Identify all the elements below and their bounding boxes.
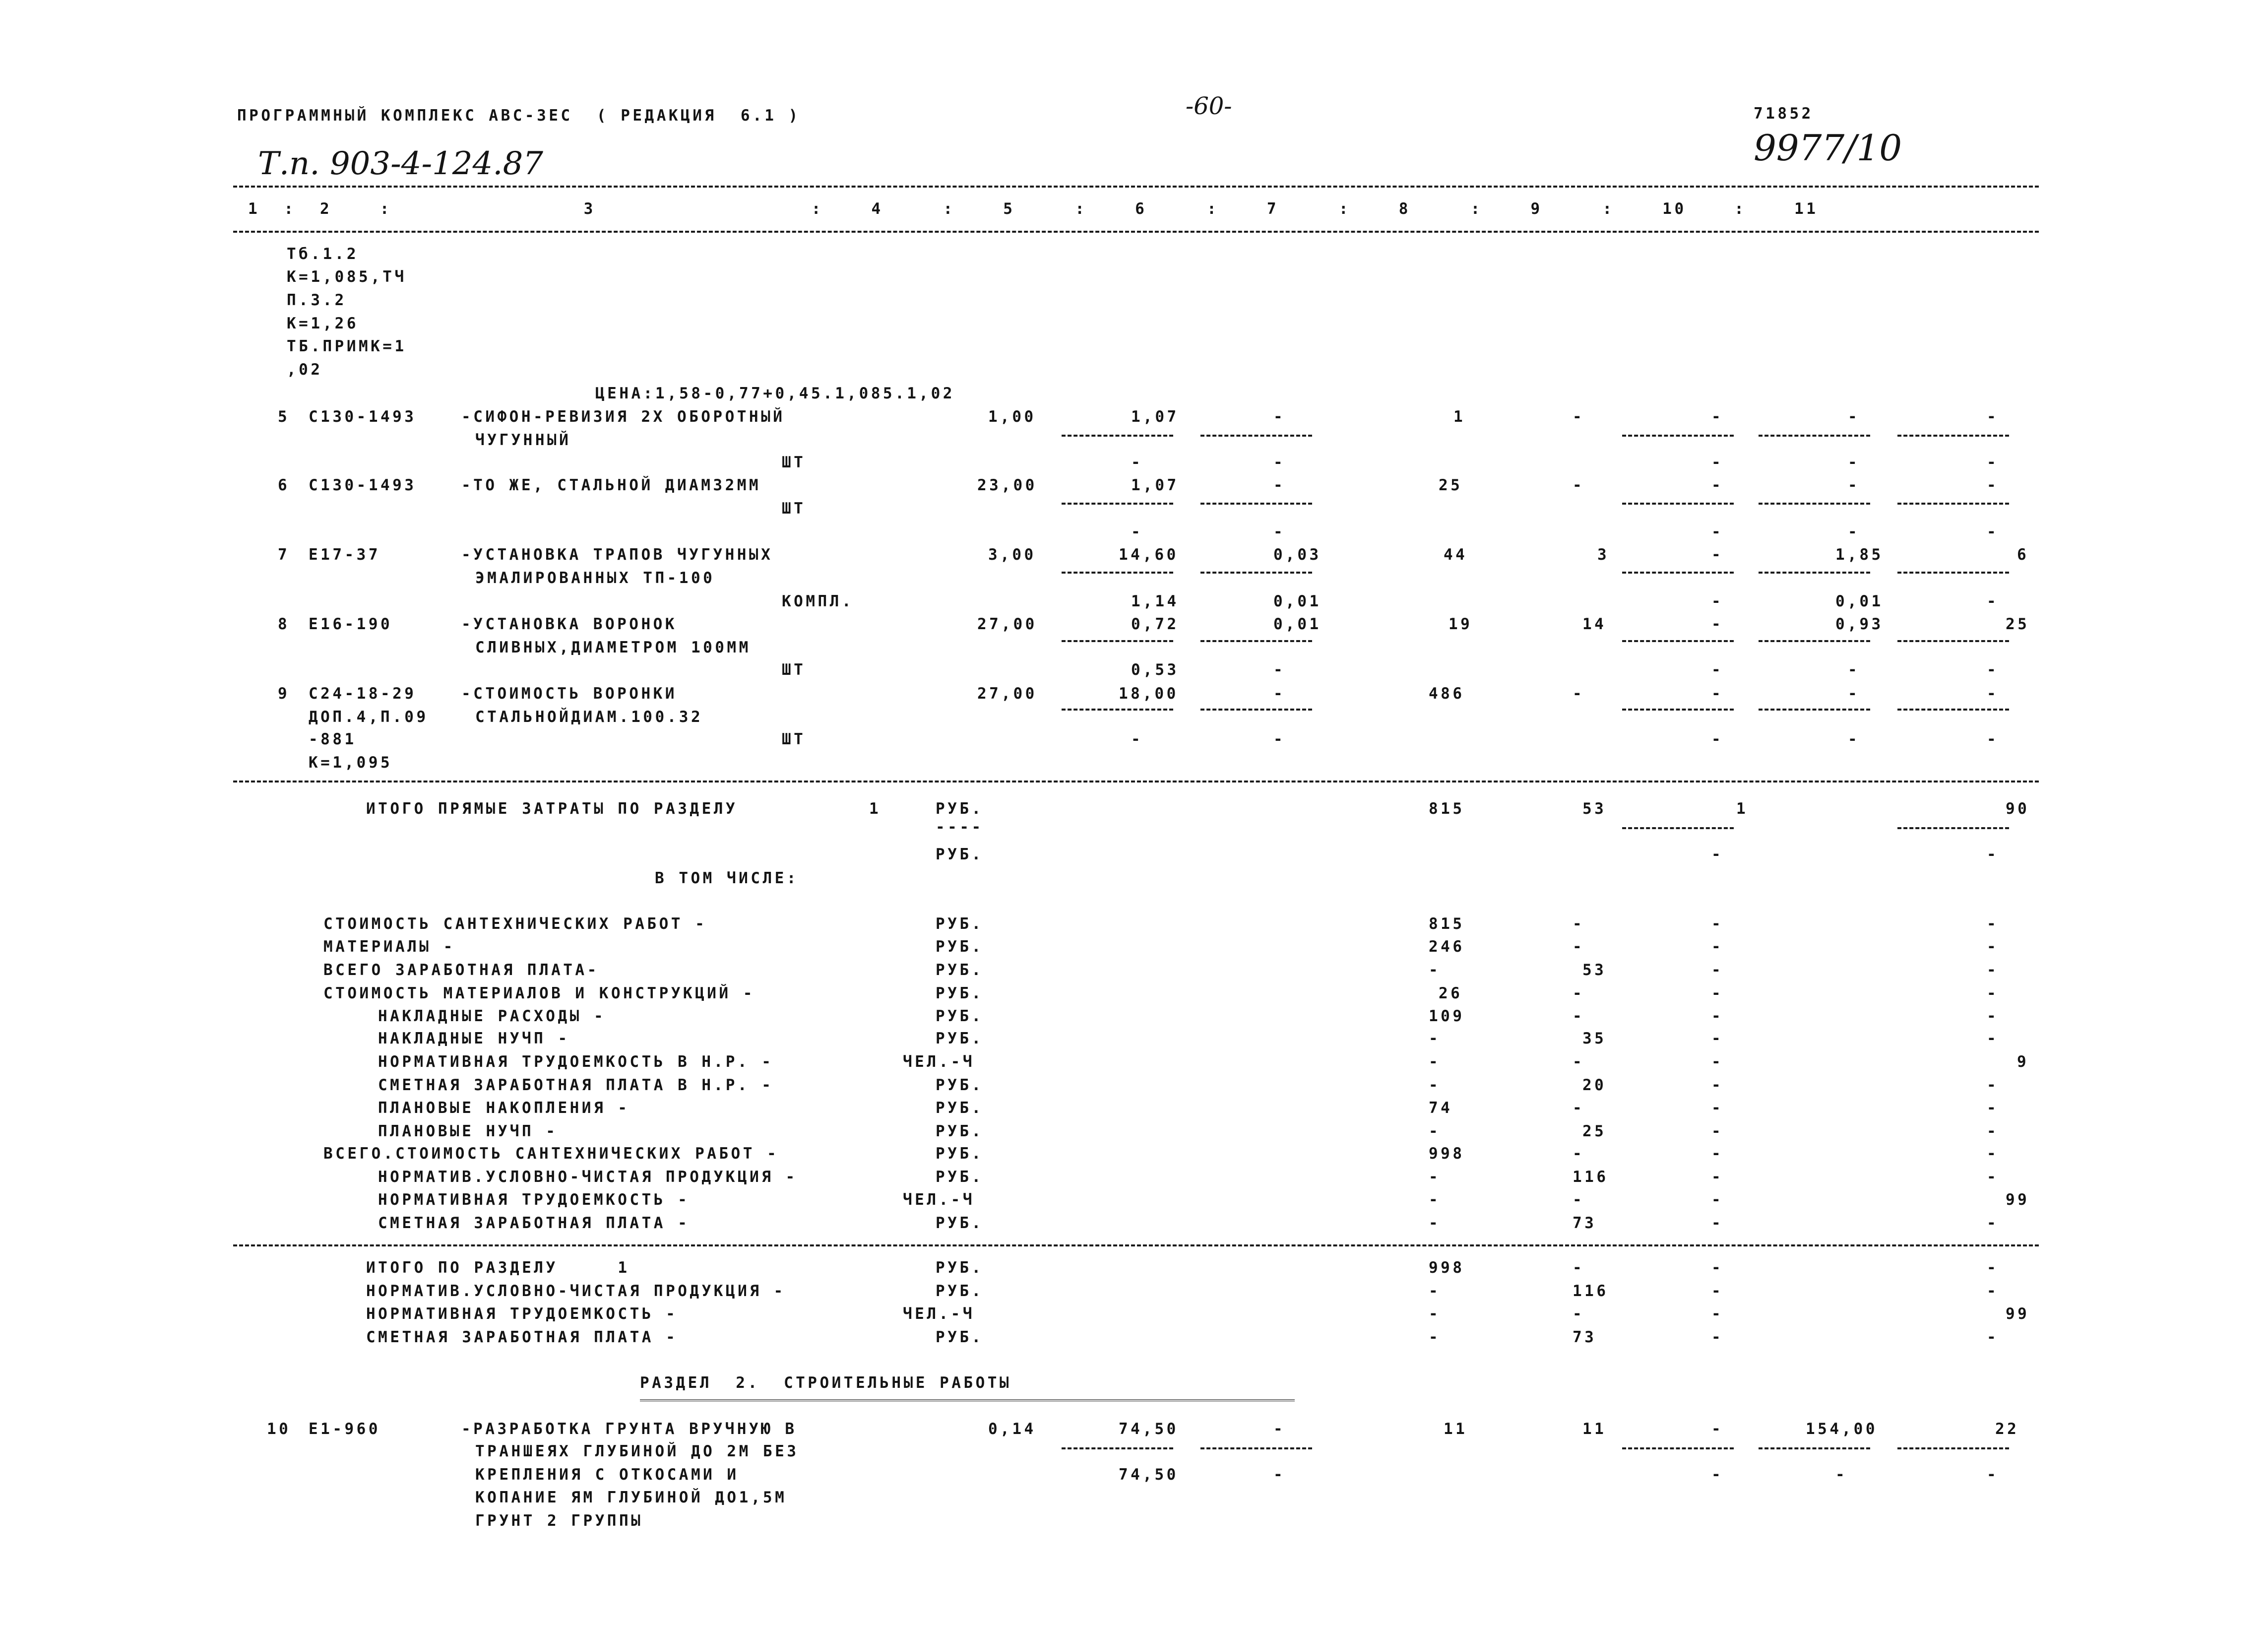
subtotal-line — [1759, 1447, 1870, 1449]
table-cell: - — [1848, 685, 1860, 703]
subtotal-line — [1062, 572, 1173, 574]
table-cell: 11 — [1444, 1420, 1468, 1438]
table-cell: 998 — [1429, 1145, 1465, 1163]
table-cell: ИТОГО ПРЯМЫЕ ЗАТРАТЫ ПО РАЗДЕЛУ — [366, 800, 738, 818]
document-code: 71852 — [1754, 105, 1814, 123]
table-cell: - — [1711, 1122, 1724, 1140]
table-cell: -СИФОН-РЕВИЗИЯ 2Х ОБОРОТНЫЙ — [461, 408, 785, 426]
table-cell: - — [1987, 938, 1999, 956]
section-rule-2 — [233, 1244, 2039, 1246]
table-cell: СМЕТНАЯ ЗАРАБОТНАЯ ПЛАТА - — [366, 1328, 678, 1346]
table-cell: ШТ — [782, 454, 806, 471]
table-cell: -РАЗРАБОТКА ГРУНТА ВРУЧНУЮ В — [461, 1420, 797, 1438]
table-cell: 9 — [2017, 1053, 2029, 1071]
table-cell: - — [1573, 1053, 1585, 1071]
table-cell: НОРМАТИВНАЯ ТРУДОЕМКОСТЬ - — [378, 1191, 690, 1209]
table-cell: - — [1987, 915, 1999, 933]
table-cell: 74 — [1429, 1099, 1453, 1117]
table-cell: РУБ. — [936, 1099, 984, 1117]
table-cell: - — [1429, 1305, 1441, 1323]
table-cell: ВСЕГО.СТОИМОСТЬ САНТЕХНИЧЕСКИХ РАБОТ - — [323, 1145, 779, 1163]
table-cell: 27,00 — [977, 685, 1037, 703]
table-cell: РУБ. — [936, 1328, 984, 1346]
table-cell: КРЕПЛЕНИЯ С ОТКОСАМИ И — [475, 1466, 739, 1484]
table-cell: - — [1711, 1328, 1724, 1346]
column-numbers: 1 : 2 : 3 : 4 : 5 : 6 : 7 : 8 : 9 : 10 : 11 — [248, 200, 1819, 218]
subtotal-line — [1897, 640, 2009, 642]
table-cell: П.3.2 — [287, 291, 347, 309]
subtotal-line — [1759, 435, 1870, 437]
table-cell: - — [1429, 1282, 1441, 1300]
table-cell: 14 — [1582, 615, 1607, 633]
table-cell: Е1-960 — [309, 1420, 380, 1438]
subtotal-line — [1897, 1447, 2009, 1449]
table-cell: ТРАНШЕЯХ ГЛУБИНОЙ ДО 2М БЕЗ — [475, 1442, 799, 1460]
table-cell: - — [1987, 523, 1999, 541]
table-cell: - — [1711, 846, 1724, 863]
table-cell: 25 — [1582, 1122, 1607, 1140]
table-cell: - — [1987, 661, 1999, 679]
table-cell: 27,00 — [977, 615, 1037, 633]
table-cell: 998 — [1429, 1259, 1465, 1277]
subtotal-line — [1622, 709, 1734, 711]
table-cell: - — [1711, 1214, 1724, 1232]
table-cell: - — [1711, 915, 1724, 933]
table-cell: РУБ. — [936, 984, 984, 1002]
table-cell: - — [1273, 730, 1286, 748]
page-number: -60- — [1186, 92, 1232, 120]
subtotal-line — [1622, 1447, 1734, 1449]
table-cell: - — [1711, 1099, 1724, 1117]
table-cell: - — [1711, 1145, 1724, 1163]
table-cell: ИТОГО ПО РАЗДЕЛУ 1 — [366, 1259, 630, 1277]
table-cell: - — [1429, 1168, 1441, 1186]
table-cell: - — [1273, 454, 1286, 471]
table-cell: 74,50 — [1119, 1466, 1179, 1484]
table-cell: 1,00 — [988, 408, 1036, 426]
table-cell: 0,01 — [1273, 615, 1322, 633]
table-cell: - — [1711, 685, 1724, 703]
table-cell: 22 — [1995, 1420, 2019, 1438]
table-cell: 154,00 — [1806, 1420, 1878, 1438]
table-cell: МАТЕРИАЛЫ - — [323, 938, 455, 956]
subtotal-line — [1897, 572, 2009, 574]
table-cell: РУБ. — [936, 1214, 984, 1232]
section-2-underline — [640, 1399, 1295, 1401]
table-cell: В ТОМ ЧИСЛЕ: — [655, 869, 799, 887]
table-cell: Е16-190 — [309, 615, 393, 633]
table-cell: - — [1711, 1305, 1724, 1323]
table-cell: 25 — [2006, 615, 2030, 633]
table-cell: - — [1987, 408, 1999, 426]
table-cell: - — [1987, 476, 1999, 494]
table-cell: - — [1987, 454, 1999, 471]
table-cell: 1,07 — [1131, 408, 1179, 426]
table-cell: - — [1987, 685, 1999, 703]
table-cell: - — [1711, 523, 1724, 541]
subtotal-line — [1897, 435, 2009, 437]
subtotal-line — [1622, 640, 1734, 642]
table-cell: - — [1711, 1282, 1724, 1300]
table-cell: - — [1711, 454, 1724, 471]
table-cell: 815 — [1429, 800, 1465, 818]
table-cell: К=1,095 — [309, 754, 393, 772]
table-cell: - — [1711, 1030, 1724, 1047]
table-cell: 53 — [1582, 961, 1607, 979]
table-cell: 90 — [2006, 800, 2030, 818]
table-cell: РУБ. — [936, 1076, 984, 1094]
table-cell: - — [1711, 476, 1724, 494]
table-cell: - — [1987, 1259, 1999, 1277]
table-cell: - — [1711, 938, 1724, 956]
subtotal-line — [1062, 435, 1173, 437]
table-cell: - — [1573, 938, 1585, 956]
table-cell: - — [1987, 730, 1999, 748]
table-cell: - — [1711, 1007, 1724, 1025]
table-cell: ---- — [936, 818, 984, 836]
table-cell: ШТ — [782, 500, 806, 518]
table-cell: - — [1273, 1466, 1286, 1484]
table-cell: Е17-37 — [309, 546, 380, 564]
table-cell: - — [1429, 1030, 1441, 1047]
table-cell: - — [1987, 1282, 1999, 1300]
subtotal-line — [1062, 709, 1173, 711]
table-cell: 53 — [1582, 800, 1607, 818]
table-cell: 25 — [1439, 476, 1463, 494]
table-cell: - — [1429, 1122, 1441, 1140]
table-cell: ,02 — [287, 361, 323, 379]
table-cell: - — [1987, 1122, 1999, 1140]
table-cell: - — [1711, 592, 1724, 610]
table-cell: - — [1711, 1466, 1724, 1484]
subtotal-line — [1062, 503, 1173, 505]
table-cell: С130-1493 — [309, 476, 417, 494]
table-cell: К=1,085,ТЧ — [287, 268, 407, 286]
table-cell: -УСТАНОВКА ТРАПОВ ЧУГУННЫХ — [461, 546, 773, 564]
table-cell: - — [1573, 1007, 1585, 1025]
table-cell: - — [1573, 1145, 1585, 1163]
table-cell: ШТ — [782, 730, 806, 748]
table-cell: 20 — [1582, 1076, 1607, 1094]
subtotal-line — [1062, 1447, 1173, 1449]
subtotal-line — [1622, 572, 1734, 574]
table-cell: РУБ. — [936, 1282, 984, 1300]
table-cell: - — [1987, 1168, 1999, 1186]
table-cell: ЧЕЛ.-Ч — [903, 1191, 975, 1209]
table-cell: - — [1711, 1420, 1724, 1438]
subtotal-line — [1200, 572, 1312, 574]
table-cell: С24-18-29 — [309, 685, 417, 703]
table-cell: - — [1987, 1099, 1999, 1117]
section-rule-1 — [233, 781, 2039, 782]
table-cell: 1,85 — [1835, 546, 1884, 564]
table-cell: НАКЛАДНЫЕ НУЧП - — [378, 1030, 570, 1047]
subtotal-line — [1622, 827, 1734, 829]
table-cell: СМЕТНАЯ ЗАРАБОТНАЯ ПЛАТА - — [378, 1214, 690, 1232]
subtotal-line — [1759, 503, 1870, 505]
table-cell: НОРМАТИВ.УСЛОВНО-ЧИСТАЯ ПРОДУКЦИЯ - — [378, 1168, 798, 1186]
table-cell: - — [1987, 961, 1999, 979]
table-cell: 74,50 — [1119, 1420, 1179, 1438]
table-cell: 486 — [1429, 685, 1465, 703]
table-cell: РУБ. — [936, 1168, 984, 1186]
table-cell: - — [1273, 523, 1286, 541]
table-cell: - — [1848, 661, 1860, 679]
table-cell: - — [1711, 661, 1724, 679]
table-cell: 9 — [278, 685, 290, 703]
table-cell: - — [1573, 1099, 1585, 1117]
table-cell: 11 — [1582, 1420, 1607, 1438]
table-cell: 6 — [278, 476, 290, 494]
table-cell: РУБ. — [936, 800, 984, 818]
table-cell: - — [1573, 1259, 1585, 1277]
table-cell: 116 — [1573, 1282, 1609, 1300]
table-cell: - — [1711, 615, 1724, 633]
table-cell: 73 — [1573, 1214, 1597, 1232]
subtotal-line — [1897, 709, 2009, 711]
table-cell: 3 — [1597, 546, 1610, 564]
table-cell: - — [1848, 408, 1860, 426]
table-cell: - — [1848, 454, 1860, 471]
table-cell: -СТОИМОСТЬ ВОРОНКИ — [461, 685, 677, 703]
table-cell: 6 — [2017, 546, 2029, 564]
table-cell: - — [1987, 592, 1999, 610]
table-cell: - — [1835, 1466, 1848, 1484]
table-cell: - — [1711, 984, 1724, 1002]
subtotal-line — [1622, 503, 1734, 505]
subtotal-line — [1759, 572, 1870, 574]
table-cell: СЛИВНЫХ,ДИАМЕТРОМ 100ММ — [475, 639, 751, 656]
table-cell: СМЕТНАЯ ЗАРАБОТНАЯ ПЛАТА В Н.Р. - — [378, 1076, 774, 1094]
table-cell: С130-1493 — [309, 408, 417, 426]
table-cell: НАКЛАДНЫЕ РАСХОДЫ - — [378, 1007, 606, 1025]
table-cell: РУБ. — [936, 846, 984, 863]
subtotal-line — [1200, 435, 1312, 437]
table-cell: РАЗДЕЛ 2. СТРОИТЕЛЬНЫЕ РАБОТЫ — [640, 1374, 1012, 1392]
table-cell: - — [1987, 1007, 1999, 1025]
table-cell: НОРМАТИВ.УСЛОВНО-ЧИСТАЯ ПРОДУКЦИЯ - — [366, 1282, 786, 1300]
table-cell: РУБ. — [936, 1259, 984, 1277]
table-cell: 73 — [1573, 1328, 1597, 1346]
table-cell: РУБ. — [936, 1122, 984, 1140]
table-cell: 14,60 — [1119, 546, 1179, 564]
table-cell: - — [1573, 476, 1585, 494]
table-cell: НОРМАТИВНАЯ ТРУДОЕМКОСТЬ - — [366, 1305, 678, 1323]
subtotal-line — [1200, 503, 1312, 505]
table-cell: Тб.1.2 — [287, 245, 359, 263]
table-cell: - — [1848, 730, 1860, 748]
table-cell: - — [1711, 1259, 1724, 1277]
table-cell: 44 — [1444, 546, 1468, 564]
table-cell: - — [1987, 1328, 1999, 1346]
table-cell: ДОП.4,П.09 — [309, 708, 429, 726]
table-cell: 1 — [869, 800, 882, 818]
table-cell: - — [1131, 523, 1143, 541]
table-cell: -УСТАНОВКА ВОРОНОК — [461, 615, 677, 633]
table-cell: 0,14 — [988, 1420, 1036, 1438]
table-cell: 19 — [1449, 615, 1473, 633]
table-cell: 1 — [1453, 408, 1466, 426]
table-cell: 0,93 — [1835, 615, 1884, 633]
table-cell: - — [1711, 1191, 1724, 1209]
table-cell: 3,00 — [988, 546, 1036, 564]
table-cell: 18,00 — [1119, 685, 1179, 703]
table-cell: К=1,26 — [287, 315, 359, 332]
table-cell: РУБ. — [936, 1007, 984, 1025]
table-cell: - — [1429, 961, 1441, 979]
table-cell: - — [1711, 546, 1724, 564]
table-cell: - — [1273, 1420, 1286, 1438]
table-cell: - — [1429, 1053, 1441, 1071]
table-cell: - — [1711, 408, 1724, 426]
table-cell: 1 — [1736, 800, 1749, 818]
table-cell: - — [1711, 961, 1724, 979]
table-cell: 35 — [1582, 1030, 1607, 1047]
subtotal-line — [1200, 709, 1312, 711]
subtotal-line — [1062, 640, 1173, 642]
table-cell: КОМПЛ. — [782, 592, 854, 610]
subtotal-line — [1759, 640, 1870, 642]
table-cell: - — [1573, 984, 1585, 1002]
table-cell: 23,00 — [977, 476, 1037, 494]
project-number: Т.п. 903-4-124.87 — [258, 145, 543, 182]
table-cell: - — [1711, 1053, 1724, 1071]
table-cell: - — [1987, 846, 1999, 863]
table-cell: РУБ. — [936, 1145, 984, 1163]
table-cell: 8 — [278, 615, 290, 633]
table-cell: - — [1131, 730, 1143, 748]
table-cell: ШТ — [782, 661, 806, 679]
table-cell: - — [1273, 661, 1286, 679]
table-cell: - — [1573, 1305, 1585, 1323]
table-cell: - — [1273, 476, 1286, 494]
table-cell: - — [1987, 1030, 1999, 1047]
table-cell: - — [1573, 915, 1585, 933]
table-cell: - — [1429, 1328, 1441, 1346]
table-cell: - — [1573, 685, 1585, 703]
table-cell: 5 — [278, 408, 290, 426]
table-cell: 99 — [2006, 1191, 2030, 1209]
table-cell: ЧЕЛ.-Ч — [903, 1053, 975, 1071]
table-cell: СТАЛЬНОЙДИАМ.100.32 — [475, 708, 703, 726]
table-cell: - — [1429, 1076, 1441, 1094]
sheet-number: 9977/10 — [1754, 127, 1902, 169]
table-cell: - — [1848, 523, 1860, 541]
table-cell: 1,14 — [1131, 592, 1179, 610]
subtotal-line — [1200, 640, 1312, 642]
table-cell: - — [1429, 1191, 1441, 1209]
header-rule-top — [233, 186, 2039, 188]
table-cell: - — [1987, 1214, 1999, 1232]
subtotal-line — [1897, 503, 2009, 505]
table-cell: - — [1429, 1214, 1441, 1232]
subtotal-line — [1622, 435, 1734, 437]
table-cell: - — [1987, 1466, 1999, 1484]
table-cell: 0,01 — [1835, 592, 1884, 610]
table-cell: - — [1711, 1076, 1724, 1094]
table-cell: КОПАНИЕ ЯМ ГЛУБИНОЙ ДО1,5М — [475, 1489, 787, 1506]
table-cell: -ТО ЖЕ, СТАЛЬНОЙ ДИАМ32ММ — [461, 476, 761, 494]
table-cell: РУБ. — [936, 1030, 984, 1047]
table-cell: ПЛАНОВЫЕ НАКОПЛЕНИЯ - — [378, 1099, 630, 1117]
table-cell: 246 — [1429, 938, 1465, 956]
table-cell: ВСЕГО ЗАРАБОТНАЯ ПЛАТА- — [323, 961, 599, 979]
table-cell: ЦЕНА:1,58-0,77+0,45.1,085.1,02 — [595, 385, 955, 402]
table-cell: 1,07 — [1131, 476, 1179, 494]
subtotal-line — [1759, 709, 1870, 711]
table-cell: НОРМАТИВНАЯ ТРУДОЕМКОСТЬ В Н.Р. - — [378, 1053, 774, 1071]
table-cell: 116 — [1573, 1168, 1609, 1186]
table-cell: СТОИМОСТЬ МАТЕРИАЛОВ И КОНСТРУКЦИЙ - — [323, 984, 755, 1002]
table-cell: - — [1987, 984, 1999, 1002]
table-cell: 815 — [1429, 915, 1465, 933]
table-cell: 99 — [2006, 1305, 2030, 1323]
table-cell: 0,01 — [1273, 592, 1322, 610]
table-cell: - — [1848, 476, 1860, 494]
table-cell: 26 — [1439, 984, 1463, 1002]
table-cell: ЧУГУННЫЙ — [475, 431, 571, 449]
table-cell: - — [1573, 1191, 1585, 1209]
table-cell: ПЛАНОВЫЕ НУЧП - — [378, 1122, 558, 1140]
subtotal-line — [1897, 827, 2009, 829]
table-cell: ТБ.ПРИМК=1 — [287, 337, 407, 355]
table-cell: 10 — [267, 1420, 291, 1438]
table-cell: - — [1711, 1168, 1724, 1186]
table-cell: 0,72 — [1131, 615, 1179, 633]
table-cell: ГРУНТ 2 ГРУППЫ — [475, 1512, 643, 1530]
table-cell: - — [1711, 730, 1724, 748]
table-cell: ЭМАЛИРОВАННЫХ ТП-100 — [475, 569, 715, 587]
table-cell: 0,03 — [1273, 546, 1322, 564]
table-cell: - — [1987, 1145, 1999, 1163]
table-cell: - — [1273, 408, 1286, 426]
table-cell: 0,53 — [1131, 661, 1179, 679]
table-cell: РУБ. — [936, 961, 984, 979]
table-cell: - — [1987, 1076, 1999, 1094]
table-cell: РУБ. — [936, 915, 984, 933]
table-cell: ЧЕЛ.-Ч — [903, 1305, 975, 1323]
table-cell: - — [1273, 685, 1286, 703]
table-cell: СТОИМОСТЬ САНТЕХНИЧЕСКИХ РАБОТ - — [323, 915, 707, 933]
table-cell: - — [1573, 408, 1585, 426]
table-cell: -881 — [309, 730, 357, 748]
header-rule-bottom — [233, 231, 2039, 233]
table-cell: - — [1131, 454, 1143, 471]
table-cell: 7 — [278, 546, 290, 564]
table-cell: РУБ. — [936, 938, 984, 956]
table-cell: 109 — [1429, 1007, 1465, 1025]
subtotal-line — [1200, 1447, 1312, 1449]
program-header: ПРОГРАММНЫЙ КОМПЛЕКС АВС-3ЕС ( РЕДАКЦИЯ 6.1 ) — [237, 107, 801, 125]
